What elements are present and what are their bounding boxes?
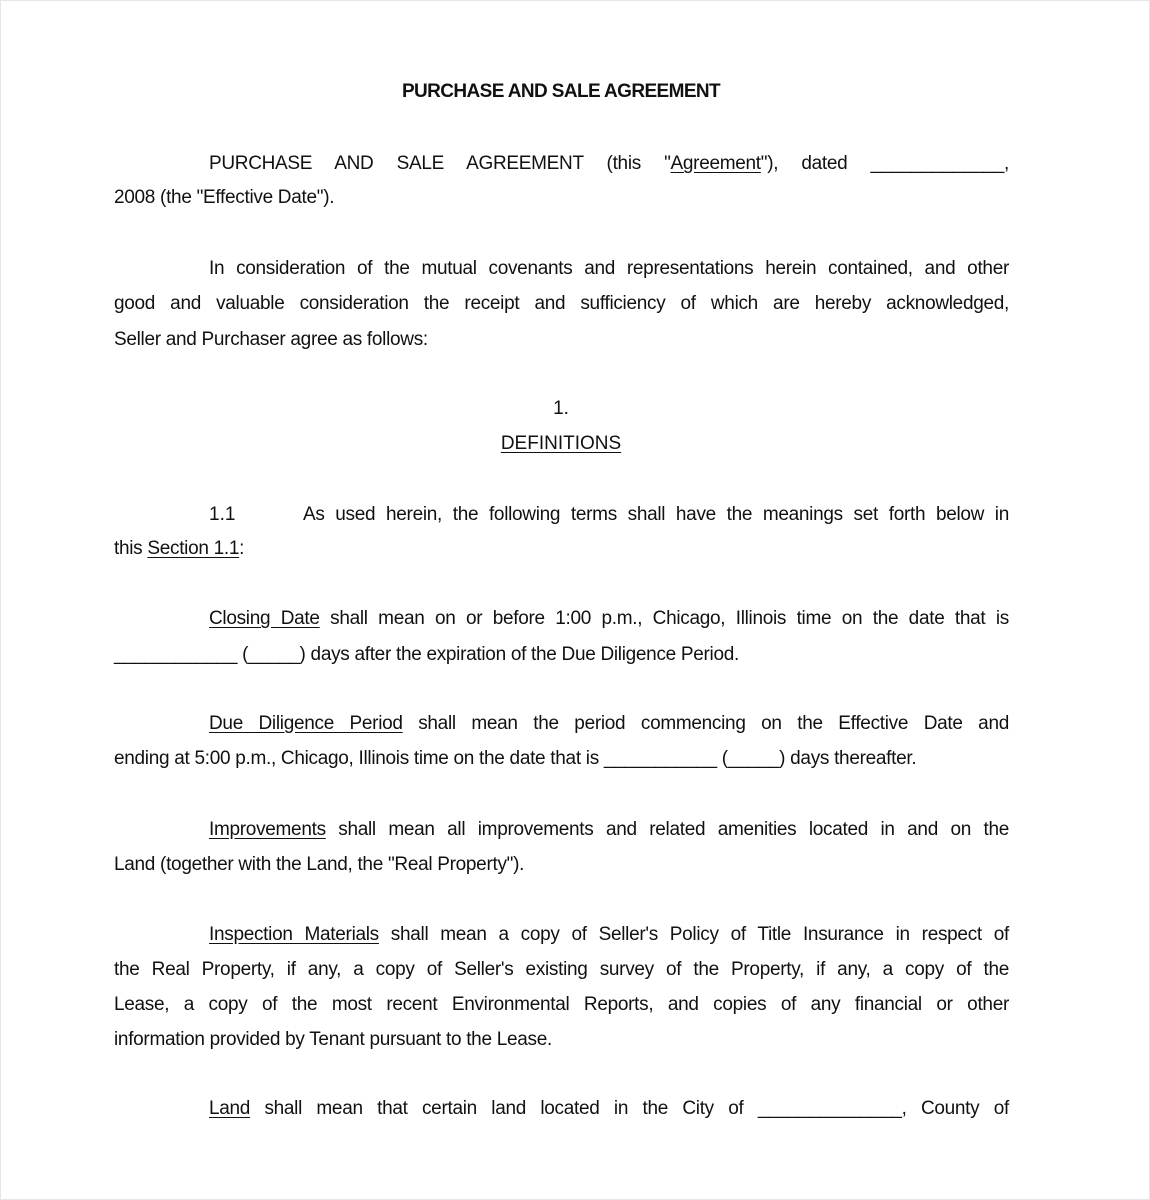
due-diligence-line-2: ending at 5:00 p.m., Chicago, Illinois time on the date that is ___________ (_____) days thereafter. bbox=[114, 748, 917, 769]
consideration-line-3: Seller and Purchaser agree as follows: bbox=[114, 329, 428, 350]
land-line-1 bbox=[209, 1097, 1009, 1121]
clause-line-1: As used herein, the following terms shall have the meanings set forth below in bbox=[303, 504, 1009, 525]
inspection-line-1 bbox=[209, 923, 1009, 947]
land-text: shall mean that certain land located in the City of ______________, County of bbox=[250, 1098, 1009, 1119]
inspection-line-2: the Real Property, if any, a copy of Seller's existing survey of the Property, if any, a copy of the bbox=[114, 959, 1009, 980]
closing-date-term: Closing Date bbox=[209, 608, 320, 629]
inspection-text: shall mean a copy of Seller's Policy of Title Insurance in respect of bbox=[378, 924, 1010, 945]
intro-line-2: 2008 (the "Effective Date"). bbox=[114, 187, 335, 208]
improvements-line-2: Land (together with the Land, the "Real Property"). bbox=[114, 854, 525, 875]
agreement-term: Agreement bbox=[670, 153, 761, 174]
improvements-line-1 bbox=[209, 818, 1009, 842]
due-diligence-text: shall mean the period commencing on the Effective Date and bbox=[402, 713, 1009, 734]
intro-text-a: PURCHASE AND SALE AGREEMENT (this " bbox=[209, 153, 671, 174]
clause-number: 1.1 bbox=[209, 504, 236, 525]
closing-date-text: shall mean on or before 1:00 p.m., Chicago, Illinois time on the date that is bbox=[319, 608, 1009, 629]
section-heading-text: DEFINITIONS bbox=[500, 433, 622, 454]
due-diligence-term: Due Diligence Period bbox=[209, 713, 403, 734]
inspection-line-3: Lease, a copy of the most recent Environmental Reports, and copies of any financial or other bbox=[114, 994, 1009, 1015]
clause-line-2 bbox=[114, 537, 1009, 561]
section-heading bbox=[1, 432, 1121, 456]
section-number: 1. bbox=[553, 398, 569, 419]
consideration-line-2: good and valuable consideration the receipt and sufficiency of which are hereby acknowledged, bbox=[114, 293, 1009, 314]
closing-date-line-1 bbox=[209, 607, 1009, 631]
improvements-term: Improvements bbox=[209, 819, 326, 840]
due-diligence-line-1 bbox=[209, 712, 1009, 736]
document-title: PURCHASE AND SALE AGREEMENT bbox=[401, 81, 721, 102]
clause-line-2-a: this bbox=[114, 538, 148, 559]
intro-line-1 bbox=[209, 152, 1009, 176]
land-term: Land bbox=[209, 1098, 251, 1119]
consideration-line-1: In consideration of the mutual covenants and representations herein contained, and other bbox=[209, 258, 1009, 279]
inspection-line-4: information provided by Tenant pursuant to the Lease. bbox=[114, 1029, 552, 1050]
inspection-term: Inspection Materials bbox=[209, 924, 379, 945]
intro-text-b: "), dated _____________, bbox=[760, 153, 1010, 174]
improvements-text: shall mean all improvements and related amenities located in and on the bbox=[325, 819, 1009, 840]
clause-line-2-b: : bbox=[239, 538, 245, 559]
section-reference: Section 1.1 bbox=[147, 538, 240, 559]
closing-date-line-2: ____________ (_____) days after the expiration of the Due Diligence Period. bbox=[114, 644, 739, 665]
